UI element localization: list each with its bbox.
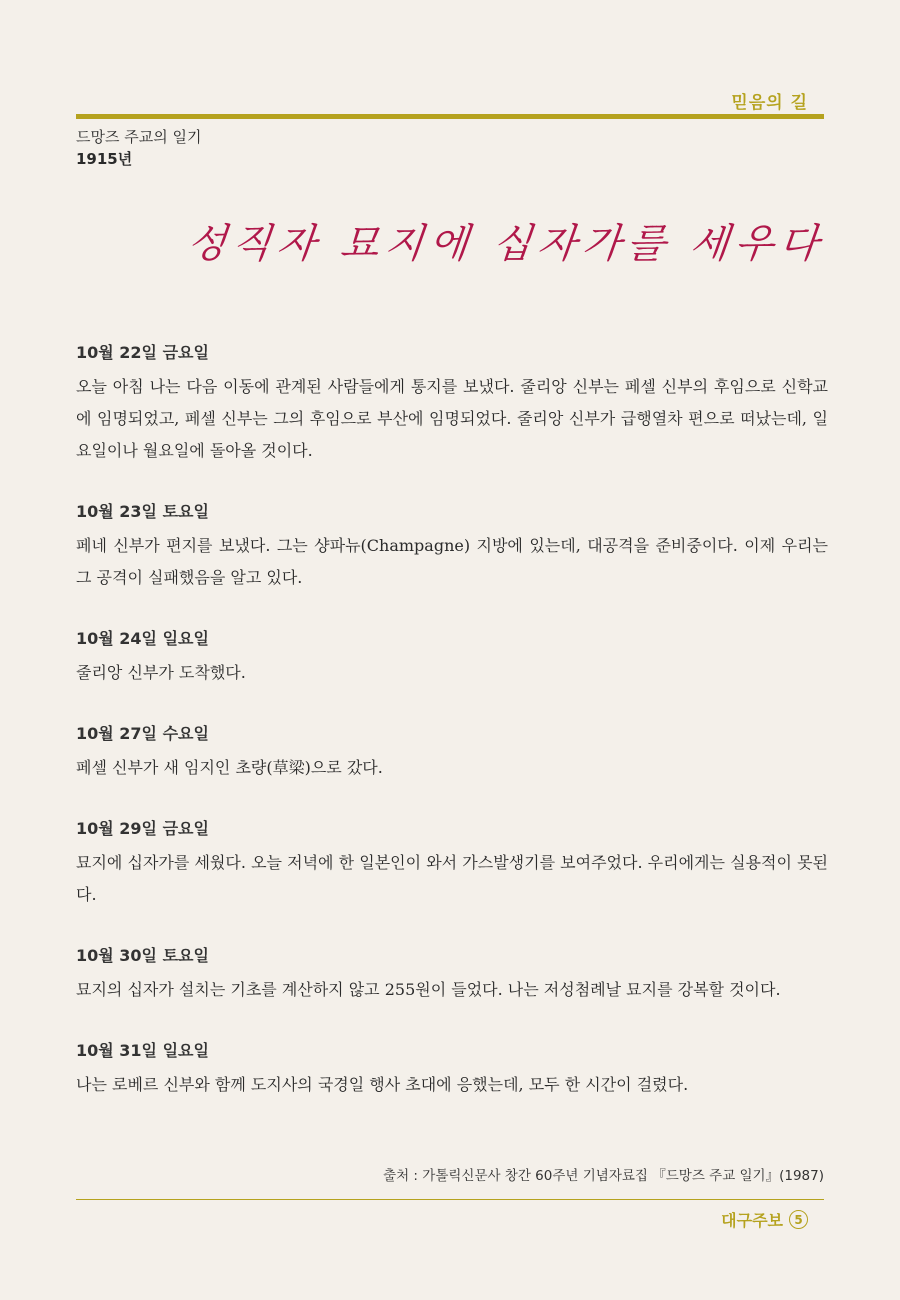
entry-text: 페네 신부가 편지를 보냈다. 그는 샹파뉴(Champagne) 지방에 있는데, 대공격을 준비중이다. 이제 우리는 그 공격이 실패했음을 알고 있다. [76, 536, 828, 587]
entry-date: 10월 22일 금요일 [76, 343, 209, 362]
diary-entries [76, 340, 828, 1133]
entry-date: 10월 29일 금요일 [76, 819, 209, 838]
section-label: 믿음의 길 [731, 93, 808, 113]
bottom-divider [76, 1199, 824, 1200]
entry-date: 10월 31일 일요일 [76, 1041, 209, 1060]
entry-text: 묘지의 십자가 설치는 기초를 계산하지 않고 255원이 들었다. 나는 저성첨례날 묘지를 강복할 것이다. [76, 980, 781, 999]
series-year: 1915년 [76, 150, 133, 168]
publication-name: 대구주보 [721, 1211, 783, 1230]
page-footer [721, 1208, 808, 1231]
entry-date: 10월 30일 토요일 [76, 946, 209, 965]
entry-date: 10월 24일 일요일 [76, 629, 209, 648]
top-divider [76, 114, 824, 119]
series-title: 드망즈 주교의 일기 [76, 128, 202, 146]
diary-entry [76, 943, 828, 1006]
diary-entry [76, 340, 828, 467]
entry-text: 페셀 신부가 새 임지인 초량(草梁)으로 갔다. [76, 758, 383, 777]
diary-entry [76, 816, 828, 911]
entry-date: 10월 23일 토요일 [76, 502, 209, 521]
entry-date: 10월 27일 수요일 [76, 724, 209, 743]
series-heading [76, 126, 201, 170]
diary-entry [76, 721, 828, 784]
diary-entry [76, 499, 828, 594]
diary-entry [76, 1038, 828, 1101]
entry-text: 묘지에 십자가를 세웠다. 오늘 저녁에 한 일본인이 와서 가스발생기를 보여주었다. 우리에게는 실용적이 못된다. [76, 853, 828, 904]
entry-text: 줄리앙 신부가 도착했다. [76, 663, 246, 682]
page-title: 성직자 묘지에 십자가를 세우다 [184, 221, 827, 267]
source-citation: 출처 : 가톨릭신문사 창간 60주년 기념자료집 『드망즈 주교 일기』(1987) [383, 1168, 824, 1184]
entry-text: 오늘 아침 나는 다음 이동에 관계된 사람들에게 통지를 보냈다. 줄리앙 신부는 페셀 신부의 후임으로 신학교에 임명되었고, 페셀 신부는 그의 후임으로 부산에 임명되었다. 줄리앙 신부가 급행열차 편으로 떠났는데, 일요일이나 월요일에 돌아올 것이다. [76, 377, 828, 460]
page-number: 5 [789, 1210, 808, 1229]
entry-text: 나는 로베르 신부와 함께 도지사의 국경일 행사 초대에 응했는데, 모두 한 시간이 걸렸다. [76, 1075, 689, 1094]
diary-entry [76, 626, 828, 689]
